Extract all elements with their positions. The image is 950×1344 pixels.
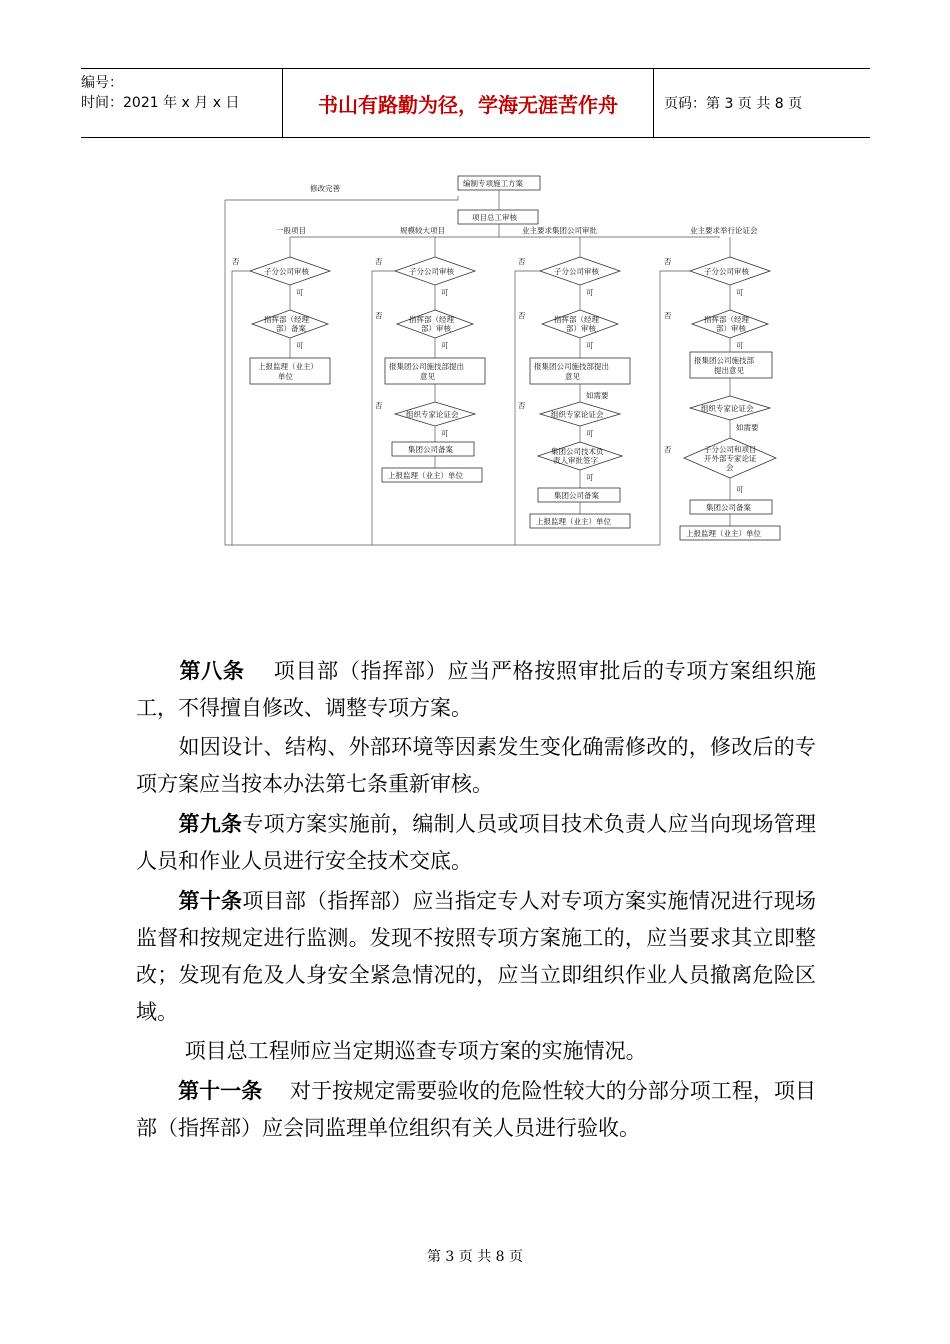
- fc-c2-td2: 意见: [420, 372, 435, 381]
- article-9-head: 第九条: [178, 811, 243, 836]
- fc-c2-hq2: 部）审核: [421, 324, 451, 333]
- fc-c2-yes2: 可: [441, 341, 449, 350]
- approval-flowchart: [220, 160, 790, 550]
- article-10: [136, 882, 816, 1031]
- article-8-para2: [136, 729, 816, 803]
- fc-c1-rep2: 单位: [278, 372, 293, 381]
- fc-c4-jt1: 子分公司和项目: [704, 445, 757, 454]
- fc-revise: 修改完善: [310, 184, 340, 193]
- fc-c3-ru: 上报监理（业主）单位: [536, 517, 611, 526]
- fc-c2-no2: 否: [375, 311, 383, 320]
- fc-c3-hq2: 部）审核: [566, 324, 596, 333]
- fc-c3-no3: 否: [518, 401, 526, 410]
- header-motto: 书山有路勤为径，学海无涯苦作舟: [283, 69, 654, 137]
- article-10-text: 项目部（指挥部）应当指定专人对专项方案实施情况进行现场监督和按规定进行监测。发现不按照专项方案施工的，应当要求其立即整改；发现有危及人身安全紧急情况的，应当立即组织作业人员撤离危险区域。: [136, 889, 817, 1024]
- fc-review: 项目总工审核: [472, 213, 517, 222]
- fc-c4-gf: 集团公司备案: [706, 503, 751, 512]
- fc-top: 编制专项施工方案: [463, 179, 523, 188]
- fc-c3-td2: 意见: [565, 372, 580, 381]
- number-label: 编号：: [81, 75, 123, 91]
- fc-c3-exp: 组织专家论证会: [551, 410, 604, 419]
- fc-c1-no: 否: [232, 257, 240, 266]
- fc-c3-sg1: 集团公司技术负: [551, 447, 604, 456]
- fc-c4-yes: 可: [736, 288, 744, 297]
- fc-c1-sub: 子分公司审核: [264, 267, 309, 276]
- fc-c2-td1: 报集团公司施技部提出: [389, 362, 464, 371]
- fc-c4-yes2: 可: [736, 341, 744, 350]
- page-header: [81, 68, 870, 138]
- fc-c4-no2: 否: [664, 311, 672, 320]
- article-8: [136, 652, 816, 727]
- fc-c2-ru: 上报监理（业主）单位: [388, 471, 463, 480]
- fc-c1-yes2: 可: [296, 341, 304, 350]
- article-11: [136, 1072, 816, 1147]
- fc-c2-gf: 集团公司备案: [408, 445, 453, 454]
- fc-branch-3: 业主要求集团公司审批: [522, 226, 597, 235]
- article-8-head: 第八条: [179, 658, 245, 683]
- fc-c3-need: 如需要: [586, 391, 609, 400]
- fc-c2-yes3: 可: [441, 429, 449, 438]
- fc-c3-no2: 否: [518, 311, 526, 320]
- fc-c3-hq1: 指挥部（经理: [554, 315, 599, 324]
- fc-c4-no: 否: [664, 257, 672, 266]
- header-page-info: 页码：第 3 页 共 8 页: [664, 96, 803, 112]
- article-8-text: 项目部（指挥部）应当严格按照审批后的专项方案组织施工，不得擅自修改、调整专项方案。: [136, 659, 817, 720]
- fc-c3-gf: 集团公司备案: [554, 491, 599, 500]
- fc-c4-sub: 子分公司审核: [704, 267, 749, 276]
- fc-c4-jt2: 开外部专家论证: [704, 454, 757, 463]
- fc-c4-td1: 报集团公司施技部: [694, 356, 754, 365]
- fc-c4-ru: 上报监理（业主）单位: [686, 529, 761, 538]
- fc-c1-hq2: 部）备案: [276, 324, 306, 333]
- fc-c4-hq2: 部）审核: [716, 324, 746, 333]
- article-11-text: 对于按规定需要验收的危险性较大的分部分项工程，项目部（指挥部）应会同监理单位组织有关人员进行验收。: [136, 1079, 817, 1140]
- fc-c4-yes3: 可: [736, 485, 744, 494]
- fc-c2-yes: 可: [441, 288, 449, 297]
- article-11-head: 第十一条: [178, 1078, 263, 1103]
- fc-c4-hq1: 指挥部（经理: [704, 315, 749, 324]
- article-8-para2-text: 如因设计、结构、外部环境等因素发生变化确需修改的，修改后的专项方案应当按本办法第七条重新审核。: [136, 735, 817, 796]
- fc-branch-4: 业主要求举行论证会: [690, 226, 758, 235]
- article-10-para2: [136, 1033, 816, 1070]
- page-footer: 第 3 页 共 8 页: [426, 1249, 524, 1265]
- fc-c2-sub: 子分公司审核: [409, 267, 454, 276]
- header-meta: [81, 69, 283, 137]
- fc-c3-sub: 子分公司审核: [554, 267, 599, 276]
- fc-branch-2: 规模较大项目: [400, 226, 445, 235]
- fc-c1-yes: 可: [296, 288, 304, 297]
- fc-c3-sg2: 责人审批签字: [553, 456, 598, 465]
- fc-branch-1: 一般项目: [276, 226, 306, 235]
- fc-c4-td2: 提出意见: [714, 366, 744, 375]
- time-label: 时间：2021 年 x 月 x 日: [81, 95, 240, 111]
- fc-c3-yes2: 可: [586, 341, 594, 350]
- article-10-head: 第十条: [178, 888, 243, 913]
- document-body: [136, 652, 816, 1149]
- fc-c4-no3: 否: [664, 445, 672, 454]
- article-10-para2-text: 项目总工程师应当定期巡查专项方案的实施情况。: [184, 1039, 647, 1063]
- fc-c2-no3: 否: [375, 401, 383, 410]
- fc-c2-hq1: 指挥部（经理: [409, 315, 454, 324]
- fc-c1-rep1: 上报监理（业主）: [258, 362, 318, 371]
- fc-c4-need: 如需要: [736, 423, 759, 432]
- fc-c3-td1: 报集团公司施技部提出: [534, 362, 609, 371]
- fc-c4-exp: 组织专家论证会: [701, 404, 754, 413]
- fc-c2-exp: 组织专家论证会: [406, 410, 459, 419]
- fc-c2-no: 否: [375, 257, 383, 266]
- fc-c3-yes3: 可: [586, 429, 594, 438]
- fc-c3-yes: 可: [586, 288, 594, 297]
- fc-c1-hq1: 指挥部（经理: [264, 315, 309, 324]
- fc-c3-no: 否: [518, 257, 526, 266]
- article-9-text: 专项方案实施前，编制人员或项目技术负责人应当向现场管理人员和作业人员进行安全技术交底。: [136, 812, 817, 873]
- fc-c4-jt3: 会: [726, 463, 734, 472]
- article-9: [136, 805, 816, 880]
- fc-c3-yes4: 可: [586, 473, 594, 482]
